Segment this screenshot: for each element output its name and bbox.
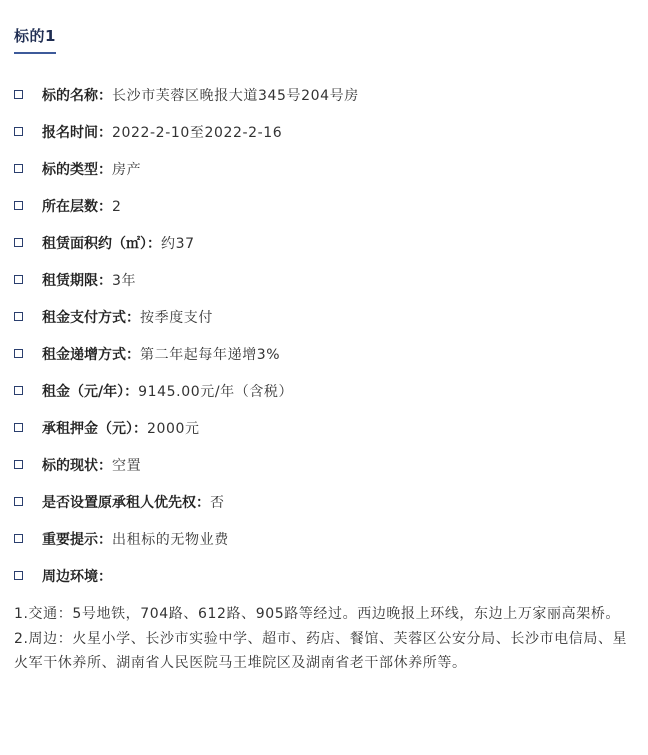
square-bullet-icon	[14, 571, 23, 580]
detail-item-payment-method	[14, 306, 634, 343]
detail-label: 标的名称：	[42, 88, 112, 104]
detail-value: 出租标的无物业费	[112, 532, 229, 548]
square-bullet-icon	[14, 423, 23, 432]
detail-label: 所在层数：	[42, 199, 112, 215]
square-bullet-icon	[14, 349, 23, 358]
square-bullet-icon	[14, 201, 23, 210]
square-bullet-icon	[14, 534, 23, 543]
detail-label: 是否设置原承租人优先权：	[42, 495, 210, 511]
detail-value: 按季度支付	[140, 310, 213, 326]
square-bullet-icon	[14, 460, 23, 469]
detail-label: 标的现状：	[42, 458, 112, 474]
detail-value: 2	[112, 199, 122, 215]
detail-item-registration-time	[14, 121, 634, 158]
detail-label: 租赁面积约（㎡）：	[42, 236, 161, 252]
detail-value: 3年	[112, 273, 137, 289]
detail-item-deposit	[14, 417, 634, 454]
section-title: 标的1	[14, 27, 56, 45]
square-bullet-icon	[14, 164, 23, 173]
detail-value: 2000元	[147, 421, 200, 437]
detail-value: 第二年起每年递增3%	[140, 347, 281, 363]
detail-item-priority-right	[14, 491, 634, 528]
detail-item-area	[14, 232, 634, 269]
detail-value: 空置	[112, 458, 142, 474]
detail-label: 承租押金（元）：	[42, 421, 147, 437]
square-bullet-icon	[14, 386, 23, 395]
detail-value: 房产	[112, 162, 142, 178]
square-bullet-icon	[14, 312, 23, 321]
square-bullet-icon	[14, 238, 23, 247]
surroundings-notes	[14, 602, 634, 676]
square-bullet-icon	[14, 497, 23, 506]
detail-item-rent	[14, 380, 634, 417]
detail-label: 租金递增方式：	[42, 347, 140, 363]
detail-item-rent-increase	[14, 343, 634, 380]
detail-label: 租赁期限：	[42, 273, 112, 289]
detail-label: 重要提示：	[42, 532, 112, 548]
note-transport: 1.交通：5号地铁，704路、612路、905路等经过。西边晚报上环线，东边上万家丽高架桥。	[14, 606, 621, 622]
detail-item-status	[14, 454, 634, 491]
detail-value: 9145.00元/年（含税）	[138, 384, 294, 400]
square-bullet-icon	[14, 275, 23, 284]
detail-item-type	[14, 158, 634, 195]
detail-label: 标的类型：	[42, 162, 112, 178]
note-nearby: 2.周边：火星小学、长沙市实验中学、超市、药店、餐馆、芙蓉区公安分局、长沙市电信局、星火军干休养所、湖南省人民医院马王堆院区及湖南省老干部休养所等。	[14, 630, 628, 671]
detail-value: 否	[210, 495, 225, 511]
detail-value: 约37	[161, 236, 195, 252]
detail-label: 租金（元/年）：	[42, 384, 139, 400]
detail-label: 周边环境：	[42, 569, 112, 585]
square-bullet-icon	[14, 127, 23, 136]
detail-item-important-notice	[14, 528, 634, 565]
detail-item-lease-term	[14, 269, 634, 306]
detail-label: 报名时间：	[42, 125, 112, 141]
property-details-list	[14, 84, 634, 602]
detail-item-name	[14, 84, 634, 121]
detail-item-floor	[14, 195, 634, 232]
detail-value: 2022-2-10至2022-2-16	[112, 125, 283, 141]
title-underline	[14, 52, 56, 54]
detail-value: 长沙市芙蓉区晚报大道345号204号房	[112, 88, 359, 104]
square-bullet-icon	[14, 90, 23, 99]
detail-item-surroundings	[14, 565, 634, 602]
detail-label: 租金支付方式：	[42, 310, 140, 326]
